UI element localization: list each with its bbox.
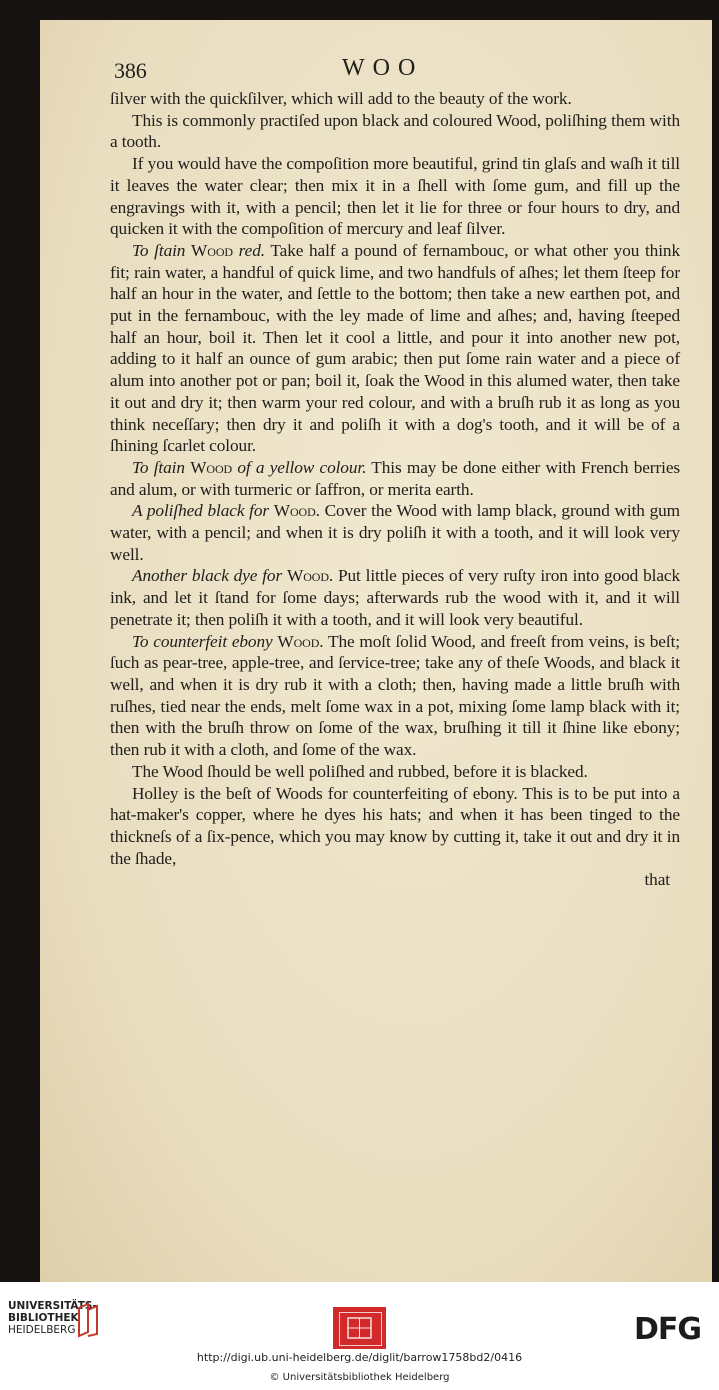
red-seal-icon xyxy=(333,1307,386,1349)
library-name-line2: BIBLIOTHEK xyxy=(8,1312,79,1324)
dfg-logo: DFG xyxy=(634,1312,702,1347)
copyright-notice: © Universitätsbibliothek Heidelberg xyxy=(269,1372,450,1383)
paragraph-1: ſilver with the quickſilver, which will add to the beauty of the work. xyxy=(110,89,572,108)
body-stain-red: Take half a pound of fernambouc, or what other you think fit; rain water, a handful of quick lime, and two handfuls of aſhes; let them ſteep for half an hour in the water, and ſettle to the bottom; then take a new earthen pot, and put in the fernambouc, with the ley made of lime and aſhes; and, having ſteeped half an hour, boil it. Then let it cool a little, and pour it into another new pot, adding to it half an ounce of gum arabic; then put ſome rain water and a piece of alum into another pot or pan; boil it, ſoak the Wood in this alumed water, then take it out and dry it; then warm your red colour, and with a bruſh rub it as long as you think neceſſary; then dry it and poliſh it with a dog's tooth, and it will be of a ſhining ſcarlet colour. xyxy=(110,240,680,456)
heading-stain-red-a: To ſtain xyxy=(132,240,192,260)
page-header xyxy=(110,55,680,88)
heading-stain-yellow-b: of a yellow colour. xyxy=(232,457,367,477)
page-number: 386 xyxy=(114,58,147,83)
heading-stain-red-wood: Wood xyxy=(191,240,233,260)
heading-black-dye: Another black dye for xyxy=(132,566,287,586)
paragraph-stain-red xyxy=(110,240,680,457)
library-name-line3: HEIDELBERG xyxy=(8,1324,76,1336)
paragraph-3: If you would have the compoſition more beautiful, grind tin glaſs and waſh it till it leaves the water clear; then mix it in a ſhell with ſome gum, and fill up the engravings with it, with a pencil; then let it lie for three or four hours to dry, and quicken it with the compoſition of mercury and leaf ſilver. xyxy=(110,154,680,239)
paragraph-black-dye xyxy=(110,565,680,630)
heading-stain-yellow-wood: Wood xyxy=(190,457,233,477)
paragraph-counterfeit-ebony xyxy=(110,631,680,761)
page-text xyxy=(110,55,681,891)
viewer-footer xyxy=(0,1282,719,1390)
heading-counterfeit-ebony-wood: Wood. xyxy=(277,631,324,651)
body-counterfeit-ebony: The moſt ſolid Wood, and freeſt from veins, is beſt; ſuch as pear-tree, apple-tree, and ſervice-tree; take any of theſe Woods, and black it well, and when it is dry rub it with a cloth; then, having made a little bruſh with ruſhes, tied near the ends, melt ſome wax in a pot, mixing ſome lamp black with it; then with the bruſh throw on ſome of the wax, bruſhing it till it ſhine like ebony; then rub it with a cloth, and ſome of the wax. xyxy=(110,631,680,760)
paragraph-stain-yellow xyxy=(110,457,680,500)
library-emblem-icon xyxy=(76,1302,100,1338)
body-polished-black: Cover the Wood with lamp black, ground with gum water, with a pencil; and when it is dry poliſh it with a tooth, and it will look very well. xyxy=(110,501,680,564)
heading-counterfeit-ebony: To counterfeit ebony xyxy=(132,631,278,651)
heading-stain-red-b: red. xyxy=(232,240,265,260)
paragraph-2: This is commonly practiſed upon black and coloured Wood, poliſhing them with a tooth. xyxy=(110,110,680,152)
library-name-line1: UNIVERSITÄTS- xyxy=(8,1300,97,1312)
body-stain-yellow: This may be done either with French berries and alum, or with turmeric or ſaffron, or merita earth. xyxy=(110,457,681,499)
running-head: WOO xyxy=(342,55,424,81)
heading-black-dye-wood: Wood. xyxy=(286,566,334,586)
catchword: that xyxy=(644,870,670,890)
paragraph-polished-black xyxy=(110,500,680,565)
heading-stain-yellow-a: To ſtain xyxy=(132,457,191,477)
body-black-dye: Put little pieces of very ruſty iron into good black ink, and let it ſtand for ſome days; afterwards rub the wood with it, and it will penetrate it; then poliſh it with a tooth, and it will look very beautiful. xyxy=(110,566,681,629)
heading-polished-black-wood: Wood. xyxy=(273,501,320,521)
paragraph-9: The Wood ſhould be well poliſhed and rubbed, before it is blacked. xyxy=(132,761,588,781)
heading-polished-black: A poliſhed black for xyxy=(132,501,274,521)
paragraph-10: Holley is the beſt of Woods for counterfeiting of ebony. This is to be put into a hat-maker's copper, where he dyes his hats; and when it has been tinged to the thickneſs of a ſix-pence, which you may know by cutting it, take it out and dry it in the ſhade, xyxy=(110,783,680,868)
permalink[interactable]: http://digi.ub.uni-heidelberg.de/diglit/barrow1758bd2/0416 xyxy=(196,1351,523,1364)
